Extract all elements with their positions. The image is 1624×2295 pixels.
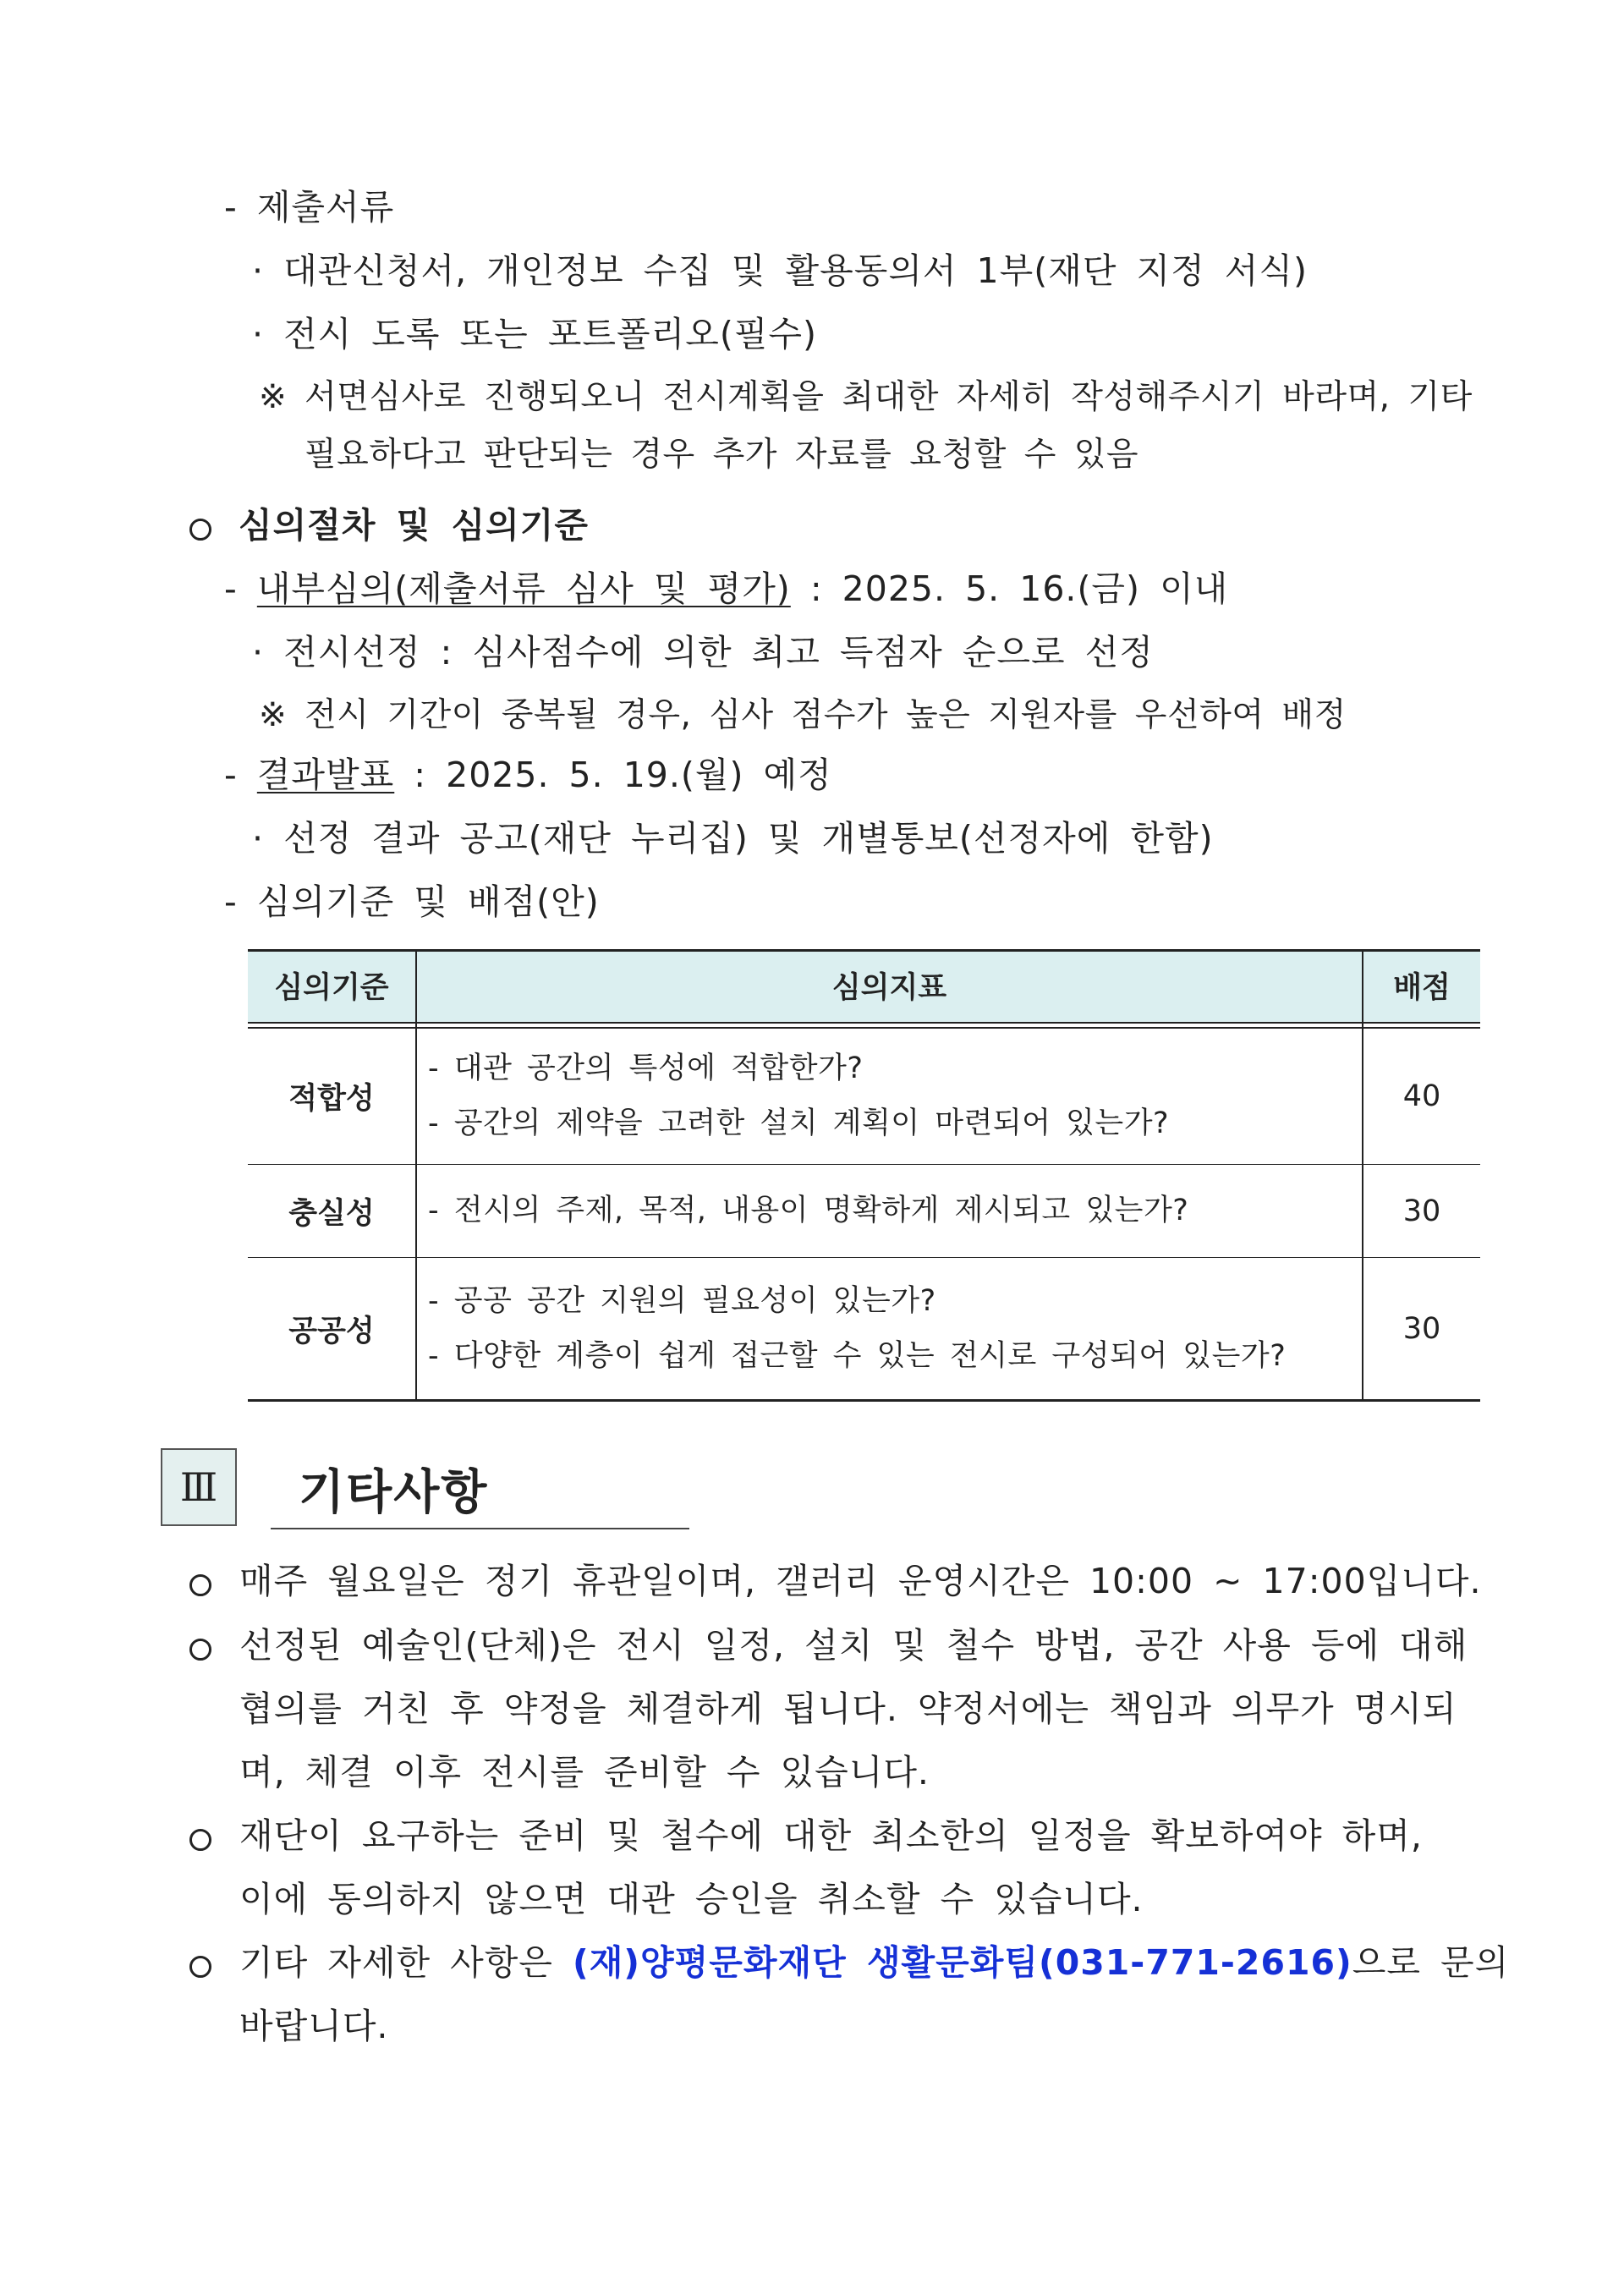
section-title-underline [271,1528,689,1529]
table-row-indicator: - 공공 공간 지원의 필요성이 있는가? [428,1283,936,1318]
table-row-criterion: 공공성 [288,1314,375,1348]
table-row-score: 30 [1402,1194,1441,1228]
note-contact-suffix: 으로 문의 [1352,1942,1510,1983]
contact-info: (재)양평문화재단 생활문화팀(031-771-2616) [572,1942,1352,1983]
submission-note-line1: ※ 서면심사로 진행되오니 전시계획을 최대한 자세히 작성해주시기 바라며, 기타 [259,378,1473,416]
note-closing-hours: 매주 월요일은 정기 휴관일이며, 갤러리 운영시간은 10:00 ~ 17:00입니다. [239,1561,1482,1601]
note-agreement-line3: 며, 체결 이후 전시를 준비할 수 있습니다. [239,1752,930,1793]
review-selection: · 전시선정 : 심사점수에 의한 최고 득점자 순으로 선정 [252,632,1154,673]
table-row-indicator: - 공간의 제약을 고려한 설치 계획이 마련되어 있는가? [428,1106,1170,1140]
note-agreement-line1: 선정된 예술인(단체)은 전시 일정, 설치 및 철수 방법, 공간 사용 등에 대해 [239,1625,1468,1666]
review-result-date: : 2025. 5. 19.(월) 예정 [394,755,832,795]
note-contact-line2: 바랍니다. [239,2006,389,2046]
circle-bullet-icon [189,519,211,541]
note-schedule-line2: 이에 동의하지 않으면 대관 승인을 취소할 수 있습니다. [239,1879,1144,1919]
submission-item-portfolio: · 전시 도록 또는 포트폴리오(필수) [252,314,818,354]
note-contact-line1 [239,1942,1509,1984]
review-criteria-heading: - 심의기준 및 배점(안) [224,881,600,922]
criteria-table [248,949,1480,1402]
table-header-criterion: 심의기준 [274,971,389,1005]
table-row-criterion: 적합성 [288,1082,375,1116]
table-row-indicator: - 전시의 주제, 목적, 내용이 명확하게 제시되고 있는가? [428,1194,1189,1228]
table-row-score: 30 [1402,1311,1441,1346]
review-result [224,755,832,796]
section-title: 기타사항 [299,1465,489,1520]
circle-bullet-icon [189,1574,211,1596]
table-row-indicators [428,1029,1358,1164]
circle-bullet-icon [189,1956,211,1978]
note-schedule-line1: 재단이 요구하는 준비 및 철수에 대한 최소한의 일정을 확보하여야 하며, [239,1815,1423,1856]
review-result-label: 결과발표 [256,755,395,795]
submission-heading: - 제출서류 [224,187,395,228]
circle-bullet-icon [189,1639,211,1661]
review-overlap-note: ※ 전시 기간이 중복될 경우, 심사 점수가 높은 지원자를 우선하여 배정 [259,696,1347,734]
review-internal [224,568,1228,610]
review-internal-dash: - [224,568,257,609]
table-row-indicators [428,1165,1358,1257]
section-number-box [161,1448,237,1526]
review-result-dash: - [224,755,257,795]
table-row-indicator: - 대관 공간의 특성에 적합한가? [428,1051,864,1086]
table-row-score: 40 [1402,1079,1441,1113]
table-row-criterion: 충실성 [288,1196,375,1231]
review-internal-date: : 2025. 5. 16.(금) 이내 [790,568,1229,609]
note-agreement-line2: 협의를 거친 후 약정을 체결하게 됩니다. 약정서에는 책임과 의무가 명시되 [239,1688,1457,1729]
table-header-score: 배점 [1393,971,1451,1005]
note-contact-prefix: 기타 자세한 사항은 [239,1942,573,1983]
review-internal-label: 내부심의(제출서류 심사 및 평가) [256,568,791,609]
table-row-indicators [428,1258,1358,1399]
submission-item-application: · 대관신청서, 개인정보 수집 및 활용동의서 1부(재단 지정 서식) [252,250,1308,291]
table-header-indicator: 심의지표 [831,971,947,1005]
section-number: Ⅲ [179,1464,218,1510]
circle-bullet-icon [189,1829,211,1851]
review-announce: · 선정 결과 공고(재단 누리집) 및 개별통보(선정자에 한함) [252,818,1214,859]
table-row-indicator: - 다양한 계층이 쉽게 접근할 수 있는 전시로 구성되어 있는가? [428,1338,1287,1373]
review-heading: 심의절차 및 심의기준 [239,505,590,546]
submission-note-line2: 필요하다고 판단되는 경우 추가 자료를 요청할 수 있음 [304,436,1139,474]
